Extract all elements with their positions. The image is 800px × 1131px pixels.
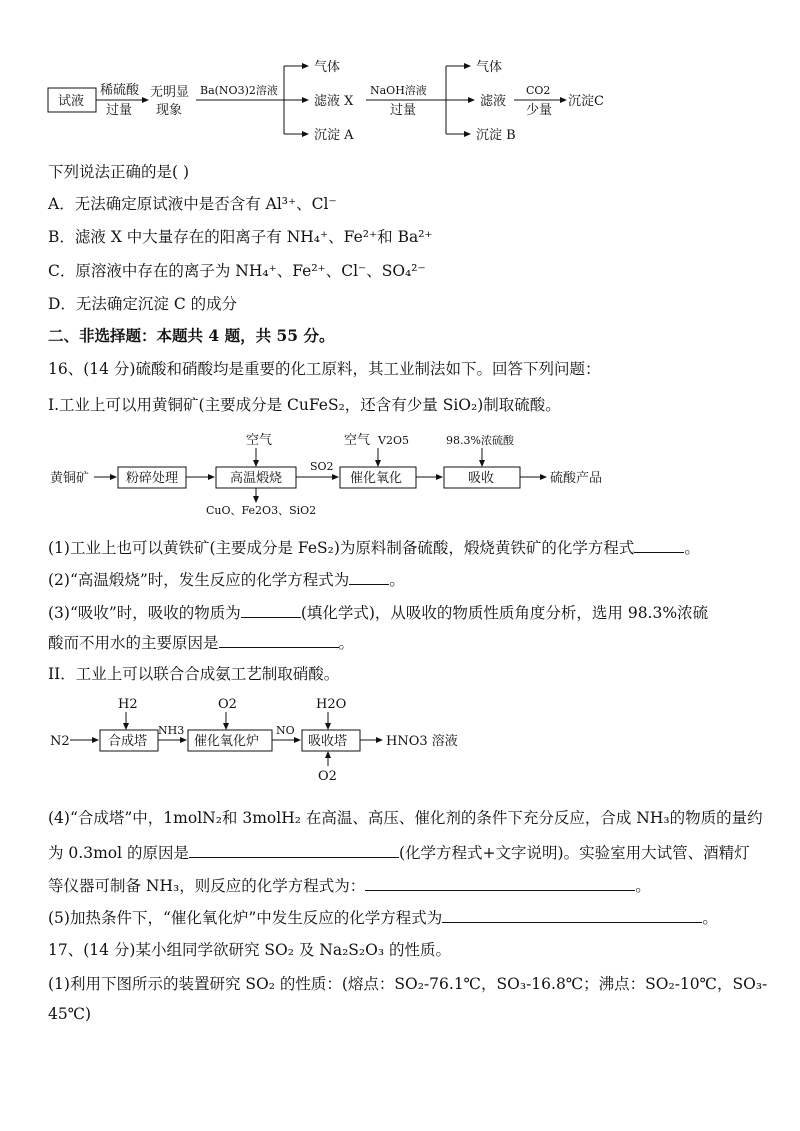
o2-input-2: O2 (318, 769, 337, 784)
h2-input: H2 (118, 697, 138, 712)
q15-stem: 下列说法正确的是( ) (48, 163, 190, 181)
section-heading: 二、非选择题：本题共 4 题，共 55 分。 (48, 326, 335, 345)
result1-b: 现象 (156, 103, 183, 118)
catalyst: V2O5 (378, 434, 409, 447)
result1: 无明显 (150, 85, 190, 100)
nitric-acid-flowchart (46, 694, 566, 786)
q16-part2: II．工业上可以联合合成氨工艺制取硝酸。 (48, 665, 340, 683)
so2-label: SO2 (310, 460, 334, 473)
gas1: 气体 (314, 60, 341, 75)
q16-5: (5)加热条件下，“催化氧化炉”中发生反应的化学方程式为 。 (48, 909, 718, 927)
precipitate-a: 沉淀 A (314, 128, 354, 143)
reagent1: 稀硫酸 (100, 83, 140, 98)
hno3-output: HNO3 溶液 (386, 734, 458, 749)
start-label: 试液 (58, 94, 85, 109)
reagent3: NaOH溶液 (370, 84, 427, 97)
reagent4-amount: 少量 (526, 103, 553, 118)
sulfuric-acid-flowchart (46, 430, 666, 520)
q15-option-a: A．无法确定原试液中是否含有 Al³⁺、Cl⁻ (48, 195, 337, 213)
n2-input: N2 (50, 734, 70, 749)
reagent2: Ba(NO3)2溶液 (200, 84, 278, 97)
precipitate-c: 沉淀C (568, 94, 604, 109)
q16-part1: Ⅰ.工业上可以用黄铜矿(主要成分是 CuFeS₂，还含有少量 SiO₂)制取硫酸。 (48, 396, 561, 414)
no-label: NO (276, 724, 295, 737)
filtrate-x: 滤液 X (314, 94, 354, 109)
reagent1-amount: 过量 (106, 103, 133, 118)
q16-3: (3)“吸收”时，吸收的物质为 (填化学式)，从吸收的物质性质角度分析，选用 98.3%浓硫 (48, 604, 709, 622)
q16-4: (4)“合成塔”中，1molN₂和 3molH₂ 在高温、高压、催化剂的条件下充分反应，合成 NH₃的物质的量约 (48, 809, 763, 827)
q16-3-cont: 酸而不用水的主要原因是 。 (48, 634, 355, 652)
q16-4-cont2: 等仪器可制备 NH₃，则反应的化学方程式为： 。 (48, 877, 651, 895)
raw-material: 黄铜矿 (50, 471, 90, 486)
q17-1-cont: 45℃) (48, 1005, 92, 1023)
filtrate2: 滤液 (480, 94, 507, 109)
q15-option-c: C．原溶液中存在的离子为 NH₄⁺、Fe²⁺、Cl⁻、SO₄²⁻ (48, 262, 426, 280)
air-input-1: 空气 (246, 433, 273, 448)
crush-step: 粉碎处理 (126, 471, 179, 486)
acid-input: 98.3%浓硫酸 (446, 434, 514, 447)
air-input-2: 空气 (344, 433, 371, 448)
absorption-tower: 吸收塔 (308, 734, 348, 749)
q15-option-b: B．滤液 X 中大量存在的阳离子有 NH₄⁺、Fe²⁺和 Ba²⁺ (48, 228, 433, 246)
product: 硫酸产品 (550, 471, 603, 486)
q17-1: (1)利用下图所示的装置研究 SO₂ 的性质：(熔点：SO₂-76.1℃，SO₃-16.8℃；沸点：SO₂-10℃，SO₃- (48, 975, 768, 993)
nh3-label: NH3 (158, 724, 185, 737)
roast-step: 高温煅烧 (230, 471, 283, 486)
q16-4-cont: 为 0.3mol 的原因是 (化学方程式+文字说明)。实验室用大试管、酒精灯 (48, 844, 750, 862)
ion-test-flowchart (40, 52, 660, 152)
gas2: 气体 (476, 60, 503, 75)
reagent4: CO2 (526, 84, 551, 97)
q16-1: (1)工业上也可以黄铁矿(主要成分是 FeS₂)为原料制备硫酸，煅烧黄铁矿的化学方程式 。 (48, 539, 700, 557)
oxidation-step: 催化氧化 (350, 471, 403, 486)
reagent3-amount: 过量 (390, 103, 417, 118)
absorb-step: 吸收 (468, 471, 495, 486)
synthesis-tower: 合成塔 (108, 734, 148, 749)
precipitate-b: 沉淀 B (476, 128, 516, 143)
q15-option-d: D．无法确定沉淀 C 的成分 (48, 295, 238, 313)
oxidation-furnace: 催化氧化炉 (194, 734, 260, 749)
q16-2: (2)“高温煅烧”时，发生反应的化学方程式为 。 (48, 571, 405, 589)
o2-input-1: O2 (218, 697, 237, 712)
q16-intro: 16、(14 分)硫酸和硝酸均是重要的化工原料，其工业制法如下。回答下列问题： (48, 360, 601, 378)
h2o-input: H2O (316, 697, 347, 712)
q17-intro: 17、(14 分)某小组同学欲研究 SO₂ 及 Na₂S₂O₃ 的性质。 (48, 941, 451, 959)
byproducts: CuO、Fe2O3、SiO2 (206, 504, 317, 517)
